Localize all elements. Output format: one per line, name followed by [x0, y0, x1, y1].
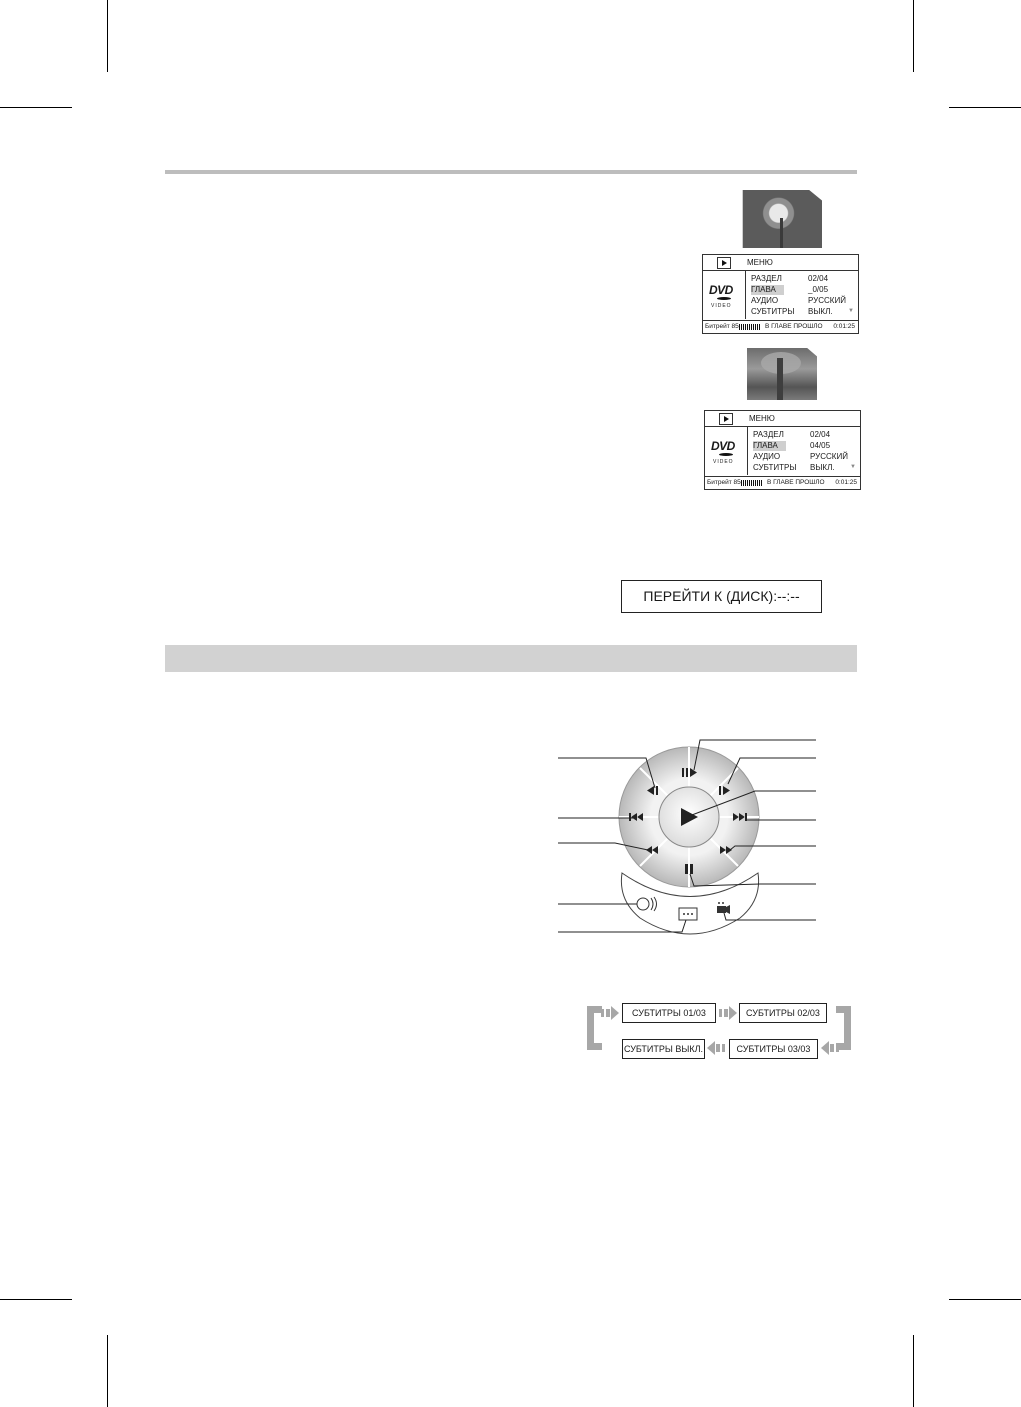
- remote-control-wheel: [552, 730, 827, 945]
- arrow-right-icon: [719, 1006, 737, 1020]
- osd-row-subtitles: СУБТИТРЫ ВЫКЛ.: [751, 307, 833, 316]
- subtitle-state-box: СУБТИТРЫ 02/03: [739, 1003, 827, 1023]
- osd-row-audio: АУДИО РУССКИЙ: [751, 296, 846, 305]
- subtitle-icon[interactable]: [679, 908, 697, 920]
- subtitle-state-box: СУБТИТРЫ 03/03: [729, 1039, 818, 1059]
- crop-mark: [107, 1335, 108, 1407]
- subtitle-state-box: СУБТИТРЫ 01/03: [622, 1003, 716, 1023]
- section-rule: [165, 170, 857, 174]
- crop-mark: [107, 0, 108, 72]
- scroll-down-icon: ▼: [848, 308, 854, 314]
- dvd-video-logo: DVD VIDEO: [703, 271, 746, 319]
- osd-status-bar: Битрейт 85 В ГЛАВЕ ПРОШЛО 0:01:25: [703, 320, 858, 333]
- osd-row-chapter: РАЗДЕЛ 02/04: [753, 430, 831, 439]
- play-icon: [717, 257, 731, 269]
- crop-mark: [913, 0, 914, 72]
- osd-row-subtitles: СУБТИТРЫ ВЫКЛ.: [753, 463, 835, 472]
- osd-row-chapter: РАЗДЕЛ 02/04: [751, 274, 829, 283]
- osd-status-bar: Битрейт 85 В ГЛАВЕ ПРОШЛО 0:01:25: [705, 476, 860, 489]
- dvd-video-logo: DVD VIDEO: [705, 427, 748, 475]
- goto-disc-time-box: ПЕРЕЙТИ К (ДИСК):--:--: [621, 580, 822, 613]
- osd-menu-title: МЕНЮ: [749, 414, 775, 423]
- crop-mark: [949, 1299, 1021, 1300]
- osd-menu-title: МЕНЮ: [747, 258, 773, 267]
- tree-thumbnail: [747, 348, 817, 400]
- crop-mark: [949, 107, 1021, 108]
- osd-menu: [702, 254, 859, 334]
- section-band: [165, 645, 857, 672]
- flower-thumbnail: [742, 190, 822, 248]
- subtitle-state-box: СУБТИТРЫ ВЫКЛ.: [622, 1039, 705, 1059]
- arrow-left-icon: [707, 1041, 725, 1055]
- osd-menu: [704, 410, 861, 490]
- bitrate-meter: [739, 324, 761, 330]
- arrow-left-icon: [821, 1041, 839, 1055]
- osd-row-audio: АУДИО РУССКИЙ: [753, 452, 848, 461]
- crop-mark: [0, 1299, 72, 1300]
- scroll-down-icon: ▼: [850, 464, 856, 470]
- osd-row-title: ГЛАВА _0/05: [751, 285, 829, 294]
- arrow-right-icon: [601, 1006, 619, 1020]
- osd-row-title: ГЛАВА 04/05: [753, 441, 831, 450]
- play-icon: [719, 413, 733, 425]
- crop-mark: [0, 107, 72, 108]
- crop-mark: [913, 1335, 914, 1407]
- bitrate-meter: [741, 480, 763, 486]
